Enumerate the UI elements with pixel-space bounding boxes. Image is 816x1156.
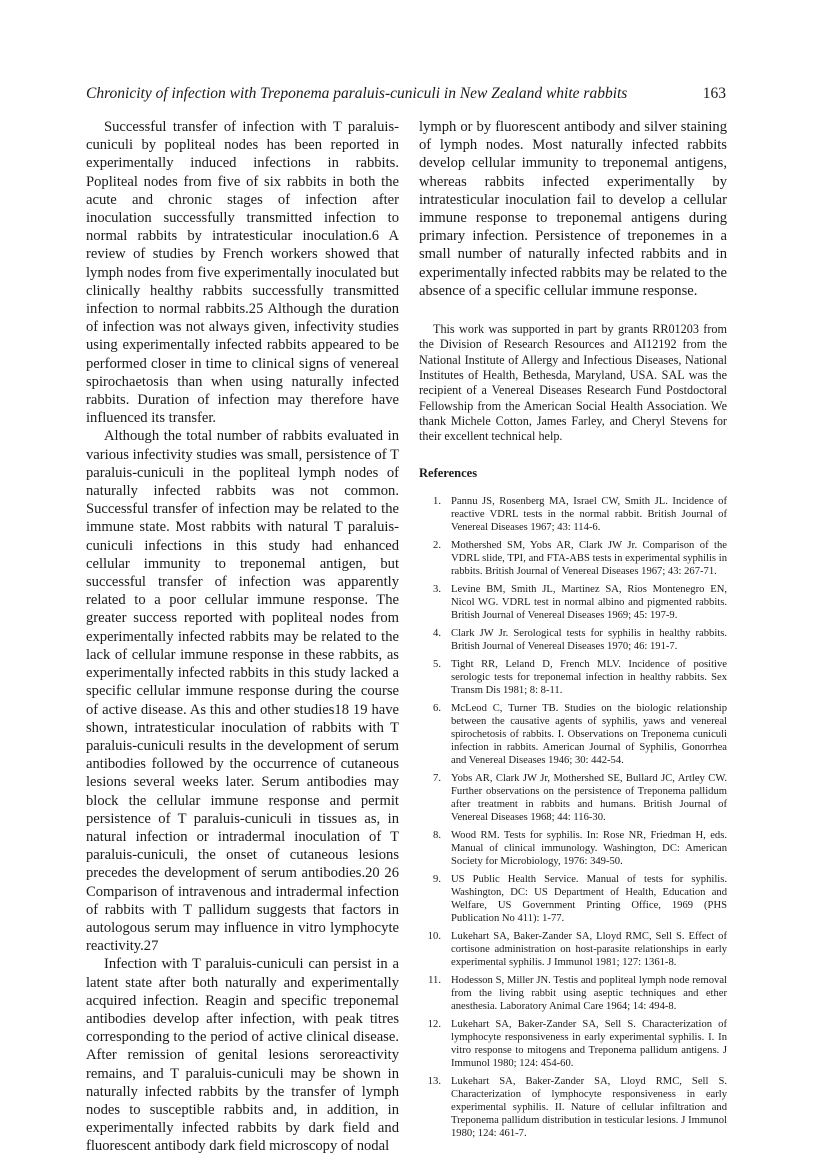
acknowledgement: This work was supported in part by grants RR01203 from the Division of Research Resources and AI12192 from the National Institute of Allergy and Infectious Diseases, National Institutes of Health, Bethesda, Maryland, USA. SAL was the recipient of a Venereal Diseases Research Fund Postdoctoral Fellowship from the American Social Health Association. We thank Michele Cotton, James Farley, and Cheryl Stevens for their excellent technical help. — [419, 322, 727, 444]
reference-text: Hodesson S, Miller JN. Testis and popliteal lymph node removal from the living rabbit using aseptic techniques and ether anesthesia. Laboratory Animal Care 1964; 14: 494-8. — [451, 975, 727, 1013]
reference-number: 2. — [433, 540, 441, 552]
reference-text: Clark JW Jr. Serological tests for syphilis in healthy rabbits. British Journal of Venereal Diseases 1970; 46: 191-7. — [451, 628, 727, 653]
reference-item — [419, 495, 727, 534]
reference-text: Levine BM, Smith JL, Martinez SA, Rios Montenegro EN, Nicol WG. VDRL test in normal albino and pigmented rabbits. British Journal of Venereal Diseases 1969; 45: 197-9. — [451, 584, 727, 622]
reference-text: Mothershed SM, Yobs AR, Clark JW Jr. Comparison of the VDRL slide, TPI, and FTA-ABS tests in experimental syphilis in rabbits. British Journal of Venereal Diseases 1967; 43: 267-71. — [451, 540, 727, 578]
reference-text: Lukehart SA, Baker-Zander SA, Lloyd RMC, Sell S. Effect of cortisone administration on host-parasite relationships in early experimental syphilis. J Immunol 1981; 127: 1361-8. — [451, 931, 727, 969]
reference-item — [419, 772, 727, 824]
reference-number: 7. — [433, 773, 441, 785]
reference-list — [419, 495, 727, 1140]
reference-text: McLeod C, Turner TB. Studies on the biologic relationship between the causative agents of syphilis, yaws and venereal spirochetosis of rabbits. I. Observations on Treponema cuniculi infection in rabbits. American Journal of Syphilis, Gonorrhea and Venereal Diseases 1946; 30: 442-54. — [451, 703, 727, 767]
reference-text: Wood RM. Tests for syphilis. In: Rose NR, Friedman H, eds. Manual of clinical immunology. Washington, DC: American Society for Microbiology, 1976: 349-50. — [451, 830, 727, 868]
reference-number: 8. — [433, 830, 441, 842]
right-column — [419, 118, 727, 1145]
reference-item — [419, 658, 727, 697]
reference-item — [419, 873, 727, 925]
reference-number: 1. — [433, 496, 441, 508]
reference-number: 5. — [433, 659, 441, 671]
reference-number: 9. — [433, 874, 441, 886]
body-paragraph: Although the total number of rabbits evaluated in various infectivity studies was small, persistence of T paraluis-cuniculi in the popliteal lymph nodes of naturally infected rabbits was not common. Successful transfer of infection may be related to the immune state. Most rabbits with natural T paraluis-cuniculi infections in this study had enhanced cellular immunity to treponemal antigen, but successful transfer of infection was apparently related to a poor cellular immune response. The greater success reported with popliteal nodes from experimentally infected rabbits may be related to the lack of cellular immune response in these rabbits, as experimentally infected rabbits in this study lacked a specific cellular immune response during the course of active disease. As this and other studies18 19 have shown, intratesticular inoculation of rabbits with T paraluis-cuniculi results in the development of serum antibodies followed by the occurrence of cutaneous lesions several weeks later. Serum antibodies may block the cellular immune response and permit persistence of T paraluis-cuniculi in tissues as, in natural infection or intradermal inoculation of T paraluis-cuniculi, the onset of cutaneous lesions precedes the development of serum antibodies.20 26 Comparison of intravenous and intradermal infection of rabbits with T pallidum suggests that factors in autologous serum may influence in vitro lymphocyte reactivity.27 — [86, 428, 399, 955]
reference-text: US Public Health Service. Manual of tests for syphilis. Washington, DC: US Department of Health, Education and Welfare, US Government Printing Office, 1969 (PHS Publication No 411): 1-77. — [451, 874, 727, 925]
reference-text: Lukehart SA, Baker-Zander SA, Lloyd RMC, Sell S. Characterization of lymphocyte responsiveness in early experimental syphilis. II. Nature of cellular infiltration and Treponema pallidum distribution in testicular lesions. J Immunol 1980; 124: 461-7. — [451, 1076, 727, 1140]
reference-item — [419, 627, 727, 653]
left-column — [86, 118, 399, 1156]
body-paragraph: Infection with T paraluis-cuniculi can persist in a latent state after both naturally and experimentally acquired infection. Reagin and specific treponemal antibodies develop after infection, with peak titres corresponding to the period of active clinical disease. After remission of genital lesions seroreactivity remains, and T paraluis-cuniculi may be shown in naturally infected rabbits by the transfer of lymph nodes to susceptible rabbits and, in addition, in experimentally infected rabbits by dark field and fluorescent antibody dark field microscopy of nodal — [86, 956, 399, 1155]
reference-number: 10. — [427, 931, 441, 943]
reference-item — [419, 1075, 727, 1140]
reference-number: 3. — [433, 584, 441, 596]
reference-item — [419, 702, 727, 767]
running-title: Chronicity of infection with Treponema paraluis-cuniculi in New Zealand white rabbits — [86, 85, 628, 102]
body-paragraph: Successful transfer of infection with T paraluis-cuniculi by popliteal nodes has been reported in experimentally induced infections in rabbits. Popliteal nodes from five of six rabbits in both the acute and chronic stages of infection after inoculation successfully transmitted infection to normal rabbits by intratesticular inoculation.6 A review of studies by French workers showed that lymph nodes from five experimentally inoculated but clinically healthy rabbits successfully transmitted infection to normal rabbits.25 Although the duration of infection was not always given, infectivity studies using experimentally infected rabbits appeared to be performed closer in time to clinical signs of venereal spirochaetosis than when using naturally infected rabbits. Duration of infection may therefore have influenced its transfer. — [86, 119, 399, 427]
reference-text: Tight RR, Leland D, French MLV. Incidence of positive serologic tests for treponemal infection in healthy rabbits. Sex Transm Dis 1981; 8: 8-11. — [451, 659, 727, 697]
body-paragraph-continued: lymph or by fluorescent antibody and silver staining of lymph nodes. Most naturally infected rabbits develop cellular immunity to treponemal antigens, whereas rabbits infected experimentally by intratesticular inoculation fail to develop a cellular immune response to treponemal antigens during primary infection. Persistence of treponemes in a small number of naturally infected rabbits and in experimentally infected rabbits may be related to the absence of a specific cellular immune response. — [419, 119, 727, 299]
reference-text: Lukehart SA, Baker-Zander SA, Sell S. Characterization of lymphocyte responsiveness in early experimental syphilis. I. In vitro response to mitogens and Treponema pallidum antigens. J Immunol 1980; 124: 454-60. — [451, 1019, 727, 1070]
reference-number: 13. — [427, 1076, 441, 1088]
reference-text: Pannu JS, Rosenberg MA, Israel CW, Smith JL. Incidence of reactive VDRL tests in the normal rabbit. British Journal of Venereal Diseases 1967; 43: 114-6. — [451, 496, 727, 534]
reference-number: 12. — [427, 1019, 441, 1031]
reference-text: Yobs AR, Clark JW Jr, Mothershed SE, Bullard JC, Artley CW. Further observations on the persistence of Treponema pallidum after treatment in rabbits and humans. British Journal of Venereal Diseases 1968; 44: 116-30. — [451, 773, 727, 824]
references-heading: References — [419, 466, 478, 481]
reference-number: 4. — [433, 628, 441, 640]
reference-item — [419, 1018, 727, 1070]
reference-number: 11. — [428, 975, 441, 987]
reference-item — [419, 930, 727, 969]
page-number: 163 — [702, 85, 726, 102]
reference-item — [419, 583, 727, 622]
page-header — [86, 85, 726, 107]
reference-item — [419, 829, 727, 868]
reference-number: 6. — [433, 703, 441, 715]
reference-item — [419, 974, 727, 1013]
reference-item — [419, 539, 727, 578]
